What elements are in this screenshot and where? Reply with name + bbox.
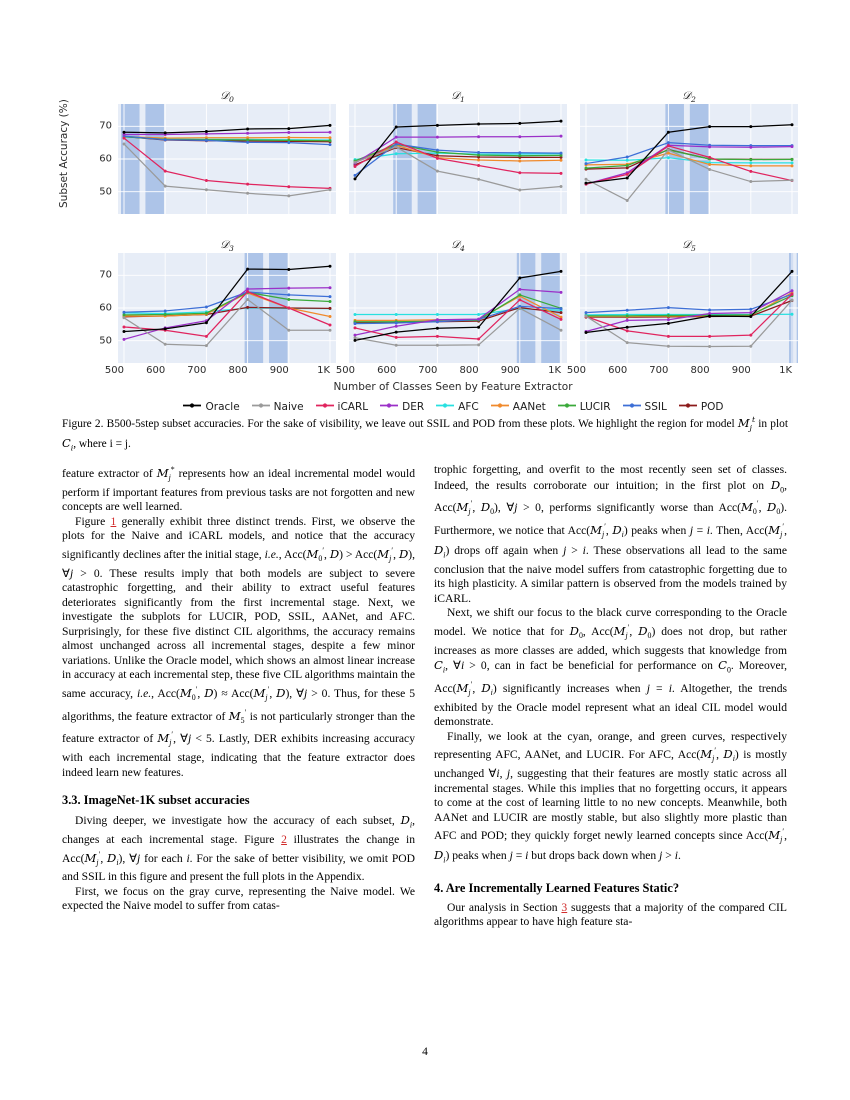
body-column-left: [62, 463, 415, 914]
figure-2: [58, 88, 793, 413]
legend-label: iCARL: [337, 401, 369, 413]
plot-canvas-D1: [349, 104, 567, 214]
subplot-title-D1: 𝒟$_1$: [451, 89, 465, 105]
legend-label: Oracle: [205, 401, 240, 413]
subplot-D0: [99, 88, 336, 229]
legend-item-lucir[interactable]: [557, 401, 611, 413]
subplot-title-D2: 𝒟$_2$: [682, 89, 696, 105]
legend-marker-icon: [490, 401, 510, 413]
legend-item-icarl[interactable]: [315, 401, 369, 413]
caption-text: B500-5step subset accuracies. For the sake of visibility, we leave out SSIL and POD from these plots. We highlight the region for model: [106, 417, 735, 430]
page-number: 4: [422, 1046, 428, 1058]
fig1-ref-prefix: Figure: [75, 514, 106, 528]
figure-1-reference[interactable]: 1: [110, 514, 117, 528]
subplot-title-D5: 𝒟$_5$: [682, 238, 696, 254]
figure-plot-area: [58, 88, 793, 413]
paragraph-left-2: Figure 1 generally exhibit three distinct trends. First, we observe the plots for the Naive and iCARL models, and notice that the accuracy significantly declines after the initial stage, i.e., $Acc(M_0'$, $D) > Acc(M_j'$, D), ∀j > 0. These results imply that both models are subject to severe catastrophic forgetting, and their ability to extract useful features deteriorates significantly from the first incremental stage. Next, we investigate the subplots for LUCIR, POD, SSIL, AANet, and AFC. Surprisingly, for these five distinct CIL algorithms, the accuracy remains almost unchanged across all incremental stages, despite a few minor variations. Unlike the Oracle model, which shows an almost linear increase in accuracy at each incremental step, these five CIL algorithms maintain the same accuracy, i.e., $Acc(M_0'$, $D) \approx Acc(M_j'$, D), ∀j > 0. Thus, for these 5 algorithms, the feature extractor of $M_5'$ is not particularly stronger than the feature extractor of $M_j'$, ∀j < 5. Lastly, DER exhibits increasing accuracy with each incremental stage, indicating that the feature extractor does indeed learn new features.: [62, 514, 416, 779]
paragraph-left-1: feature extractor of $M_j^*$ represents how an ideal incremental model would perform if important features from previous tasks are not forgotten and new concepts are well learned.: [62, 465, 415, 514]
figure-2-reference[interactable]: 2: [281, 833, 287, 847]
section-3-reference[interactable]: 3: [561, 900, 568, 914]
plot-canvas-D3: [99, 253, 336, 363]
legend-marker-icon: [557, 401, 577, 413]
paragraph-right-2: Next, we shift our focus to the black curve corresponding to the Oracle model. We notice that for $D_0$, $Acc(M_j'$, $D_0$) does not drop, but rather increases as more classes are added, which suggests that knowledge from $C_i$, ∀i > 0, can in fact be beneficial for performance on $C_0$. Moreover, $Acc(M_j'$, $D_i$) significantly increases when j = i. Altogether, the trends exhibited by the Oracle model represent what an ideal CIL model would demonstrate.: [434, 606, 788, 729]
y-tick-50: 50: [99, 186, 112, 198]
subplot-grid: [99, 88, 793, 378]
legend-item-der[interactable]: [379, 401, 424, 413]
paragraph-left-4: First, we focus on the gray curve, representing the Naive model. We expected the Naive model to suffer from catas-: [62, 884, 415, 913]
caption-math-model: $M_j^t$: [737, 415, 756, 433]
legend-item-naive[interactable]: [251, 401, 304, 413]
y-tick-60: 60: [99, 153, 112, 165]
section-heading-3-3: 3.3. ImageNet-1K subset accuracies: [62, 793, 250, 808]
y-tick-60: 60: [99, 302, 112, 314]
legend-item-afc[interactable]: [435, 401, 479, 413]
legend-marker-icon: [315, 401, 335, 413]
subplot-D2: [580, 88, 798, 229]
y-axis-ticks: [62, 104, 118, 214]
legend-marker-icon: [435, 401, 455, 413]
plot-canvas-D0: [99, 104, 336, 214]
body-column-right: [434, 463, 787, 930]
y-tick-70: 70: [99, 120, 112, 132]
legend-label: AANet: [512, 401, 546, 413]
legend-item-oracle[interactable]: [182, 401, 239, 413]
legend-item-ssil[interactable]: [622, 401, 667, 413]
y-axis-ticks: [62, 253, 118, 363]
legend-marker-icon: [182, 401, 202, 413]
x-axis-ticks: 500 600 700 800 900 1K: [335, 365, 562, 376]
subplot-D3: [99, 237, 336, 378]
legend-marker-icon: [622, 401, 642, 413]
caption-label: Figure 2.: [62, 417, 104, 430]
legend-item-pod[interactable]: [678, 401, 724, 413]
subplot-title-D0: 𝒟$_0$: [220, 89, 234, 105]
subplot-row: [99, 88, 788, 229]
legend-marker-icon: [379, 401, 399, 413]
paragraph-left-3: Diving deeper, we investigate how the accuracy of each subset, $D_i$, changes at each incremental stage. Figure 2 illustrates the change in $Acc(M_j'$, $D_i$), ∀j for each i. For the sake of better visibility, we omit POD and SSIL in this figure and present the full plots in the Appendix.: [62, 813, 416, 884]
subplot-row-gap: [118, 229, 788, 237]
legend-marker-icon: [678, 401, 698, 413]
caption-math-plot: $C_i$: [62, 435, 74, 452]
legend-label: Naive: [273, 401, 304, 413]
subplot-D5: [566, 237, 798, 378]
y-tick-50: 50: [99, 335, 112, 347]
legend-label: POD: [700, 401, 724, 413]
y-axis-label: Subset Accuracy (%): [58, 99, 70, 208]
x-axis-title: Number of Classes Seen by Feature Extractor: [333, 381, 573, 393]
paragraph-right-4: Our analysis in Section 3 suggests that a majority of the compared CIL algorithms appear to have high feature sta-: [434, 900, 787, 929]
plot-canvas-D2: [580, 104, 798, 214]
paragraph-right-3: Finally, we look at the cyan, orange, and green curves, respectively representing AFC, AANet, and LUCIR. For AFC, $Acc(M_j'$, $D_i$) is mostly unchanged ∀i, j, suggesting that their features are mostly static across all incremental stages. While this implies that no forgetting occurs, it appears to come at the cost of learning little to no new concepts. Meanwhile, both AANet and LUCIR are mostly stable, but also slightly more plastic than AFC and POD; they quickly forget newly learned concepts since $Acc(M_j'$, $D_i$) peaks when j = i but drops back down when j > i.: [434, 729, 787, 865]
x-axis-ticks: 500 600 700 800 900 1K: [104, 365, 331, 376]
y-tick-70: 70: [99, 269, 112, 281]
subplot-title-D4: 𝒟$_4$: [451, 238, 465, 254]
caption-text-tail: in plot: [758, 417, 788, 430]
section-heading-4: 4. Are Incrementally Learned Features Static?: [434, 880, 680, 895]
x-axis-ticks: 500 600 700 800 900 1K: [566, 365, 793, 376]
plot-canvas-D4: [349, 253, 567, 363]
figure-caption: [62, 413, 788, 456]
legend-label: AFC: [458, 401, 479, 413]
legend-label: SSIL: [644, 401, 667, 413]
legend-item-aanet[interactable]: [490, 401, 546, 413]
subplot-row: [99, 237, 793, 378]
subplot-title-D3: 𝒟$_3$: [220, 238, 234, 254]
subplot-D4: [335, 237, 567, 378]
figure-legend: [118, 401, 788, 413]
legend-marker-icon: [251, 401, 271, 413]
legend-label: DER: [402, 401, 425, 413]
subplot-D1: [349, 88, 567, 229]
caption-text-end: , where i = j.: [73, 437, 131, 450]
plot-canvas-D5: [580, 253, 798, 363]
paragraph-right-1: trophic forgetting, and overfit to the most recently seen set of classes. Indeed, the results corroborate our intuition; in the first plot on $D_0$, $Acc(M_j'$, $D_0$), ∀j > 0, performs significantly worse than $Acc(M_0'$, $D_0$). Furthermore, we notice that $Acc(M_j'$, $D_i$) peaks when j = i. Then, $Acc(M_j'$, $D_i$) drops off again when j > i. These observations all lead to the same conclusion that the naive model suffers from catastrophic forgetting due to its high plasticity. A similar pattern is observed from the models trained by iCARL.: [434, 463, 788, 605]
legend-label: LUCIR: [579, 401, 611, 413]
